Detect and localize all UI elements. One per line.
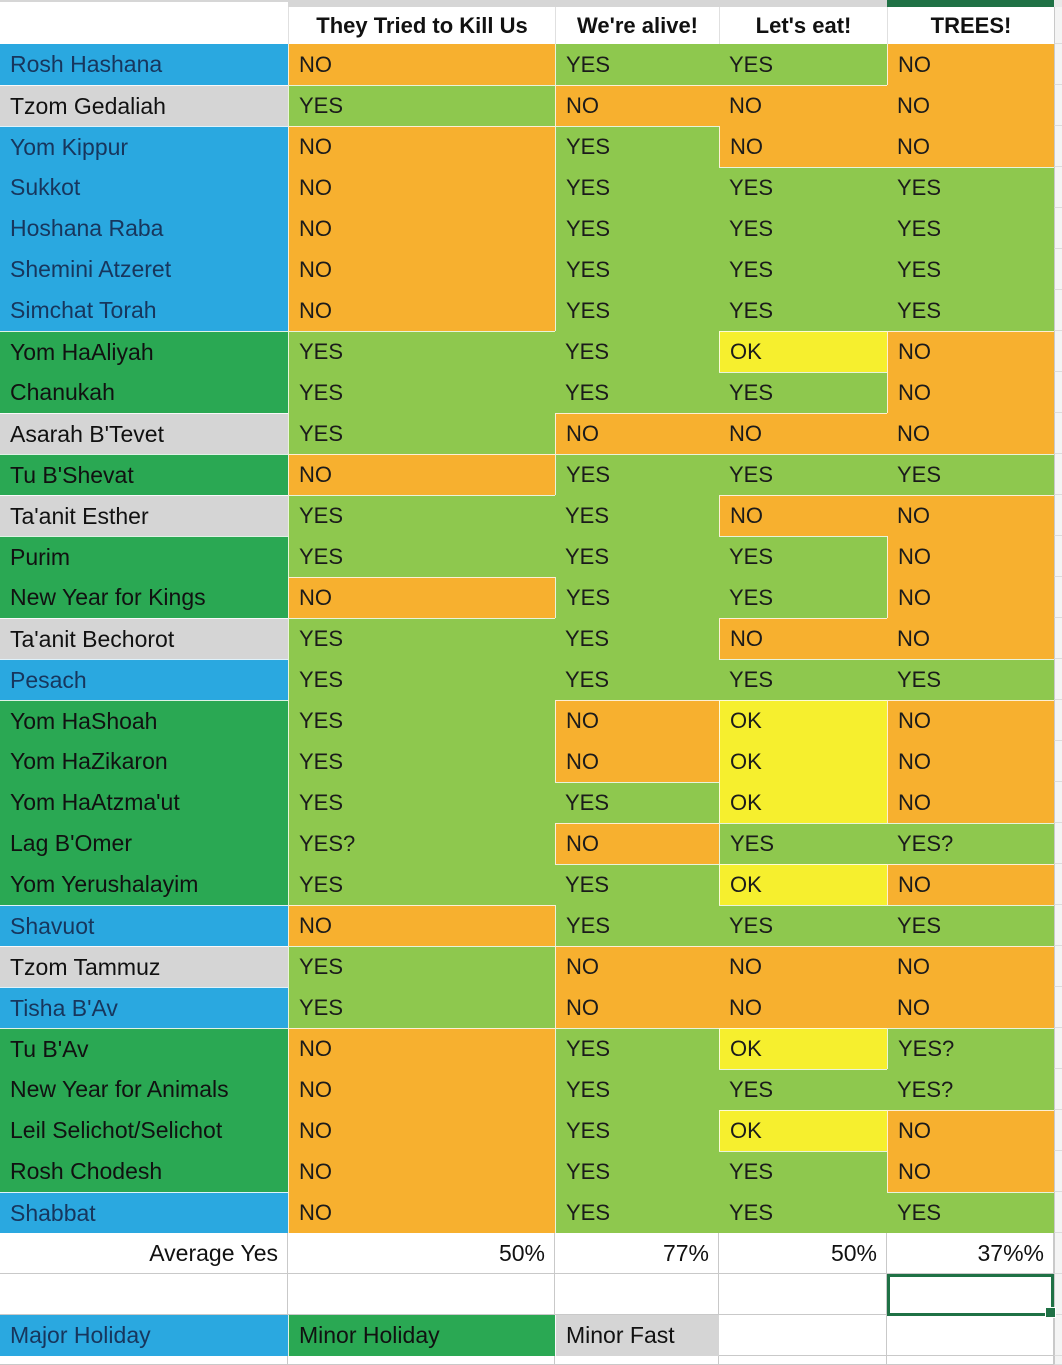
header-row [0, 7, 1062, 44]
table-row [0, 905, 1062, 946]
top-strip-left [0, 0, 288, 7]
right-sliver [1054, 864, 1062, 905]
value-cell[interactable]: YES [719, 1151, 887, 1192]
value-cell[interactable]: YES [555, 372, 719, 413]
value-cell[interactable]: YES [555, 1151, 719, 1192]
value-cell[interactable]: YES [555, 249, 719, 290]
table-row [0, 577, 1062, 618]
table-row [0, 454, 1062, 495]
value-cell[interactable]: YES [288, 413, 555, 454]
right-sliver [1054, 1315, 1062, 1356]
value-cell[interactable]: NO [887, 126, 1054, 167]
value-cell[interactable]: NO [887, 44, 1054, 85]
right-sliver [1054, 290, 1062, 331]
right-sliver [1054, 208, 1062, 249]
value-cell[interactable]: YES [288, 618, 555, 659]
value-cell[interactable]: YES [719, 208, 887, 249]
right-sliver [1054, 700, 1062, 741]
top-strip-green [887, 0, 1054, 7]
value-cell[interactable]: NO [887, 495, 1054, 536]
value-cell[interactable]: NO [288, 905, 555, 946]
value-cell[interactable]: YES [887, 659, 1054, 700]
right-sliver [1054, 454, 1062, 495]
value-cell[interactable]: NO [887, 536, 1054, 577]
holiday-name-cell[interactable]: Shemini Atzeret [0, 249, 288, 290]
right-sliver [1054, 44, 1062, 85]
holiday-name-cell[interactable]: Yom Yerushalayim [0, 864, 288, 905]
value-cell[interactable]: NO [555, 700, 719, 741]
value-cell[interactable]: NO [719, 495, 887, 536]
holiday-name-cell[interactable]: Lag B'Omer [0, 823, 288, 864]
holiday-name-cell[interactable]: Yom Kippur [0, 126, 288, 167]
value-cell[interactable]: YES [288, 864, 555, 905]
right-sliver [1054, 987, 1062, 1028]
value-cell[interactable]: NO [288, 1192, 555, 1233]
holiday-name-cell[interactable]: New Year for Animals [0, 1069, 288, 1110]
right-sliver [1054, 1233, 1062, 1274]
value-cell[interactable]: NO [288, 167, 555, 208]
table-row [0, 85, 1062, 126]
value-cell[interactable]: NO [887, 987, 1054, 1028]
value-cell[interactable]: OK [719, 741, 887, 782]
fill-handle[interactable] [1045, 1307, 1056, 1318]
value-cell[interactable]: YES [555, 208, 719, 249]
value-cell[interactable]: NO [719, 413, 887, 454]
value-cell[interactable]: NO [288, 126, 555, 167]
holiday-name-cell[interactable]: Ta'anit Esther [0, 495, 288, 536]
holiday-name-cell[interactable]: Shavuot [0, 905, 288, 946]
empty-cell[interactable] [288, 1274, 555, 1315]
empty-cell[interactable] [719, 1356, 887, 1365]
value-cell[interactable]: YES [719, 577, 887, 618]
value-cell[interactable]: YES [719, 1192, 887, 1233]
table-row [0, 659, 1062, 700]
value-cell[interactable]: NO [719, 85, 887, 126]
table-row [0, 372, 1062, 413]
table-row [0, 536, 1062, 577]
table-row [0, 741, 1062, 782]
value-cell[interactable]: YES [555, 618, 719, 659]
value-cell[interactable]: OK [719, 782, 887, 823]
value-cell[interactable]: NO [887, 1151, 1054, 1192]
value-cell[interactable]: YES [288, 782, 555, 823]
value-cell[interactable]: YES [555, 1110, 719, 1151]
right-sliver [1054, 741, 1062, 782]
value-cell[interactable]: NO [719, 618, 887, 659]
value-cell[interactable]: NO [887, 864, 1054, 905]
average-value[interactable]: 50% [288, 1233, 555, 1274]
value-cell[interactable]: YES [288, 495, 555, 536]
value-cell[interactable]: YES [887, 290, 1054, 331]
empty-cell[interactable] [0, 1274, 288, 1315]
table-row [0, 1069, 1062, 1110]
right-sliver [1054, 413, 1062, 454]
value-cell[interactable]: NO [719, 126, 887, 167]
right-sliver [1054, 946, 1062, 987]
right-sliver [1054, 85, 1062, 126]
value-cell[interactable]: NO [555, 85, 719, 126]
value-cell[interactable]: YES [719, 372, 887, 413]
value-cell[interactable]: OK [719, 700, 887, 741]
value-cell[interactable]: YES [555, 1192, 719, 1233]
right-sliver [1054, 659, 1062, 700]
holiday-name-cell[interactable]: Simchat Torah [0, 290, 288, 331]
right-sliver [1054, 126, 1062, 167]
value-cell[interactable]: YES [719, 905, 887, 946]
table-row [0, 167, 1062, 208]
holiday-name-cell[interactable]: Ta'anit Bechorot [0, 618, 288, 659]
value-cell[interactable]: NO [288, 1151, 555, 1192]
value-cell[interactable]: NO [555, 946, 719, 987]
right-sliver [1054, 782, 1062, 823]
value-cell[interactable]: NO [719, 946, 887, 987]
right-sliver [1054, 495, 1062, 536]
holiday-name-cell[interactable]: Tisha B'Av [0, 987, 288, 1028]
empty-cell[interactable] [555, 1356, 719, 1365]
value-cell[interactable]: YES [555, 1069, 719, 1110]
empty-cell[interactable] [719, 1274, 887, 1315]
value-cell[interactable]: YES [555, 536, 719, 577]
value-cell[interactable]: YES [555, 331, 719, 372]
value-cell[interactable]: NO [887, 372, 1054, 413]
value-cell[interactable]: YES [719, 167, 887, 208]
value-cell[interactable]: YES [719, 536, 887, 577]
legend-row [0, 1315, 1062, 1356]
active-cell-selection[interactable] [887, 1274, 1054, 1316]
value-cell[interactable]: YES [288, 331, 555, 372]
value-cell[interactable]: YES [555, 782, 719, 823]
value-cell[interactable]: NO [887, 85, 1054, 126]
value-cell[interactable]: YES [288, 372, 555, 413]
right-sliver [1054, 1110, 1062, 1151]
value-cell[interactable]: YES [555, 454, 719, 495]
empty-cell[interactable] [719, 1315, 887, 1356]
value-cell[interactable]: YES [719, 659, 887, 700]
table-row [0, 1151, 1062, 1192]
table-row [0, 126, 1062, 167]
value-cell[interactable]: YES [719, 44, 887, 85]
right-sliver [1054, 331, 1062, 372]
value-cell[interactable]: YES [555, 659, 719, 700]
right-sliver [1054, 1069, 1062, 1110]
table-row [0, 864, 1062, 905]
value-cell[interactable]: YES [719, 290, 887, 331]
value-cell[interactable]: YES [719, 454, 887, 495]
table-row [0, 249, 1062, 290]
right-sliver [1054, 1192, 1062, 1233]
right-sliver [1054, 7, 1062, 44]
value-cell[interactable]: NO [288, 1110, 555, 1151]
holiday-name-cell[interactable]: Pesach [0, 659, 288, 700]
table-row [0, 495, 1062, 536]
value-cell[interactable]: YES [555, 44, 719, 85]
value-cell[interactable]: YES [288, 536, 555, 577]
value-cell[interactable]: NO [288, 44, 555, 85]
value-cell[interactable]: YES [555, 1028, 719, 1069]
value-cell[interactable]: NO [887, 331, 1054, 372]
holiday-name-cell[interactable]: Chanukah [0, 372, 288, 413]
holiday-name-cell[interactable]: Leil Selichot/Selichot [0, 1110, 288, 1151]
top-strip-gray [288, 0, 887, 7]
value-cell[interactable]: OK [719, 1028, 887, 1069]
holiday-name-cell[interactable]: Yom HaZikaron [0, 741, 288, 782]
value-cell[interactable]: YES [719, 249, 887, 290]
value-cell[interactable]: YES? [887, 823, 1054, 864]
legend-minor-fast[interactable]: Minor Fast [555, 1315, 719, 1356]
right-sliver [1054, 249, 1062, 290]
holiday-name-cell[interactable]: Rosh Hashana [0, 44, 288, 85]
table-row [0, 987, 1062, 1028]
value-cell[interactable]: NO [288, 454, 555, 495]
value-cell[interactable]: NO [887, 577, 1054, 618]
value-cell[interactable]: OK [719, 331, 887, 372]
table-row [0, 413, 1062, 454]
value-cell[interactable]: YES [288, 659, 555, 700]
column-header[interactable]: TREES! [887, 7, 1054, 44]
empty-cell[interactable] [555, 1274, 719, 1315]
value-cell[interactable]: OK [719, 864, 887, 905]
value-cell[interactable]: YES [555, 290, 719, 331]
value-cell[interactable]: YES [288, 85, 555, 126]
value-cell[interactable]: NO [555, 413, 719, 454]
holiday-name-cell[interactable]: Yom HaAtzma'ut [0, 782, 288, 823]
table-row [0, 782, 1062, 823]
value-cell[interactable]: NO [288, 1028, 555, 1069]
right-sliver [1054, 1151, 1062, 1192]
value-cell[interactable]: YES [887, 249, 1054, 290]
value-cell[interactable]: YES [887, 454, 1054, 495]
table-row [0, 618, 1062, 659]
holiday-name-cell[interactable]: Sukkot [0, 167, 288, 208]
empty-cell[interactable] [887, 1315, 1054, 1356]
value-cell[interactable]: YES? [288, 823, 555, 864]
value-cell[interactable]: NO [887, 741, 1054, 782]
holiday-name-cell[interactable]: Shabbat [0, 1192, 288, 1233]
right-sliver [1054, 372, 1062, 413]
top-strip [0, 0, 1062, 7]
table-row [0, 290, 1062, 331]
value-cell[interactable]: NO [887, 1110, 1054, 1151]
column-header[interactable]: Let's eat! [719, 7, 887, 44]
table-row [0, 208, 1062, 249]
value-cell[interactable]: YES [555, 905, 719, 946]
table-row [0, 823, 1062, 864]
value-cell[interactable]: NO [555, 741, 719, 782]
right-sliver [1054, 1028, 1062, 1069]
table-row [0, 1192, 1062, 1233]
value-cell[interactable]: YES [555, 167, 719, 208]
holiday-name-cell[interactable]: Tzom Gedaliah [0, 85, 288, 126]
column-header[interactable]: They Tried to Kill Us [288, 7, 555, 44]
value-cell[interactable]: YES [719, 823, 887, 864]
holiday-name-cell[interactable]: Yom HaShoah [0, 700, 288, 741]
holiday-name-cell[interactable]: Tu B'Av [0, 1028, 288, 1069]
value-cell[interactable]: NO [288, 290, 555, 331]
bottom-partial-row [0, 1356, 1062, 1365]
value-cell[interactable]: NO [288, 208, 555, 249]
column-header[interactable]: We're alive! [555, 7, 719, 44]
average-value[interactable]: 77% [555, 1233, 719, 1274]
table-row [0, 700, 1062, 741]
value-cell[interactable]: NO [887, 413, 1054, 454]
value-cell[interactable]: YES [288, 946, 555, 987]
empty-cell[interactable] [887, 1356, 1054, 1365]
table-row [0, 44, 1062, 85]
value-cell[interactable]: YES? [887, 1028, 1054, 1069]
top-strip-sliver [1054, 0, 1062, 7]
average-value[interactable]: 50% [719, 1233, 887, 1274]
value-cell[interactable]: YES [555, 864, 719, 905]
value-cell[interactable]: YES [288, 700, 555, 741]
value-cell[interactable]: YES [555, 126, 719, 167]
right-sliver [1054, 1356, 1062, 1365]
value-cell[interactable]: YES [887, 167, 1054, 208]
right-sliver [1054, 823, 1062, 864]
value-cell[interactable]: YES [288, 741, 555, 782]
right-sliver [1054, 618, 1062, 659]
value-cell[interactable]: NO [288, 1069, 555, 1110]
holiday-name-cell[interactable]: Hoshana Raba [0, 208, 288, 249]
value-cell[interactable]: YES [288, 987, 555, 1028]
table-row [0, 946, 1062, 987]
right-sliver [1054, 536, 1062, 577]
table-row [0, 331, 1062, 372]
empty-cell[interactable] [0, 1356, 288, 1365]
empty-cell[interactable] [288, 1356, 555, 1365]
holiday-name-cell[interactable]: Asarah B'Tevet [0, 413, 288, 454]
holiday-name-cell[interactable]: Tu B'Shevat [0, 454, 288, 495]
value-cell[interactable]: YES [555, 495, 719, 536]
value-cell[interactable]: YES [887, 208, 1054, 249]
average-label[interactable]: Average Yes [0, 1233, 288, 1274]
value-cell[interactable]: NO [887, 700, 1054, 741]
legend-minor-holiday[interactable]: Minor Holiday [288, 1315, 555, 1356]
value-cell[interactable]: YES? [887, 1069, 1054, 1110]
right-sliver [1054, 905, 1062, 946]
value-cell[interactable]: NO [887, 782, 1054, 823]
value-cell[interactable]: NO [719, 987, 887, 1028]
value-cell[interactable]: YES [719, 1069, 887, 1110]
average-row [0, 1233, 1062, 1274]
value-cell[interactable]: NO [887, 618, 1054, 659]
table-row [0, 1028, 1062, 1069]
holiday-name-cell[interactable]: Tzom Tammuz [0, 946, 288, 987]
corner-cell[interactable] [0, 7, 288, 44]
value-cell[interactable]: NO [288, 249, 555, 290]
value-cell[interactable]: NO [288, 577, 555, 618]
holiday-name-cell[interactable]: Yom HaAliyah [0, 331, 288, 372]
right-sliver [1054, 167, 1062, 208]
value-cell[interactable]: YES [555, 577, 719, 618]
legend-major-holiday[interactable]: Major Holiday [0, 1315, 288, 1356]
average-value[interactable]: 37%% [887, 1233, 1054, 1274]
value-cell[interactable]: NO [555, 987, 719, 1028]
value-cell[interactable]: NO [555, 823, 719, 864]
holiday-name-cell[interactable]: Purim [0, 536, 288, 577]
value-cell[interactable]: YES [887, 1192, 1054, 1233]
table-row [0, 1110, 1062, 1151]
value-cell[interactable]: NO [887, 946, 1054, 987]
holiday-name-cell[interactable]: New Year for Kings [0, 577, 288, 618]
value-cell[interactable]: OK [719, 1110, 887, 1151]
right-sliver [1054, 577, 1062, 618]
value-cell[interactable]: YES [887, 905, 1054, 946]
holiday-name-cell[interactable]: Rosh Chodesh [0, 1151, 288, 1192]
